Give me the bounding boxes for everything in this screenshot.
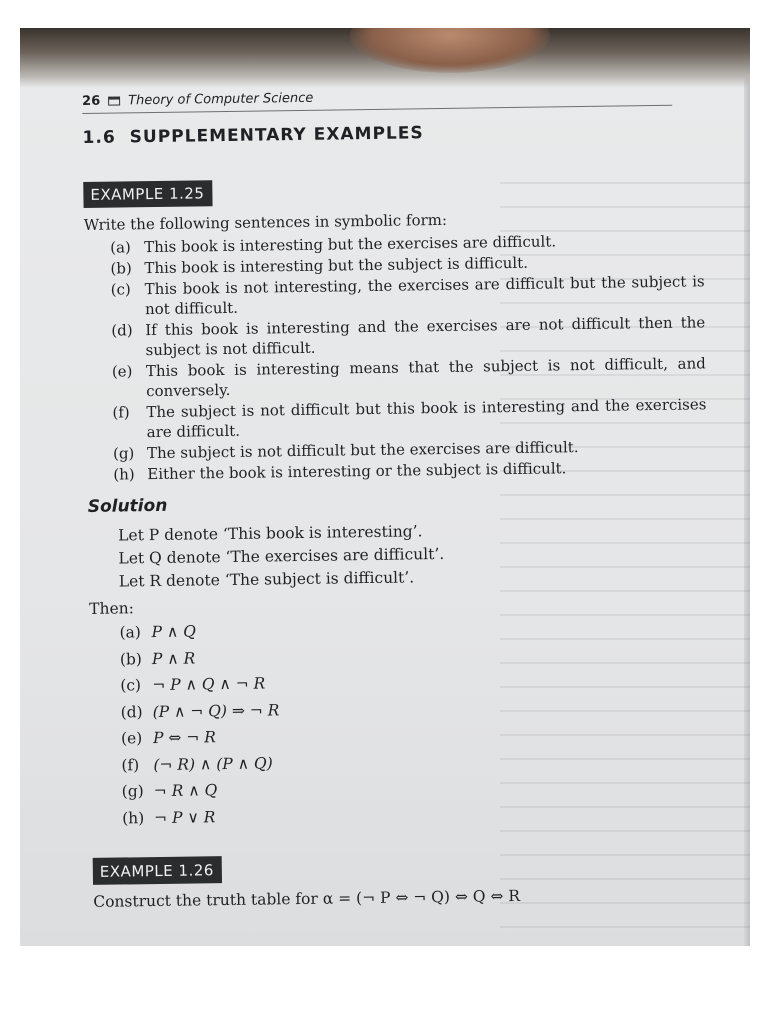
background [0,946,768,1024]
section-title: SUPPLEMENTARY EXAMPLES [129,123,424,148]
item-label: (h) [113,465,135,484]
answer-formula: (¬ R) ∧ (P ∧ Q) [153,754,273,774]
section-heading [82,119,702,148]
answer-formula: P ∧ R [151,649,196,668]
answer-formula: ¬ R ∧ Q [153,781,218,801]
item-text: The subject is not difficult but the exercises are difficult. [146,438,579,463]
item-text: If this book is interesting and the exercises are not difficult then the subject is not difficult. [145,313,706,360]
item-text: This book is interesting but the subject is difficult. [144,253,529,278]
page-number: 26 [82,93,101,109]
book-icon [108,96,120,105]
example-intro: Write the following sentences in symbolic form: [83,210,448,234]
example-1-26-text: Construct the truth table for α = (¬ P ⇔ ¬ Q) ⇔ Q ⇔ R [93,886,521,911]
answer-formula: P ⇔ ¬ R [152,728,216,748]
definition-q: Let Q denote ‘The exercises are difficult’. [118,544,445,568]
item-label: (e) [111,362,133,381]
page-edge [744,68,750,946]
item-text: Either the book is interesting or the subject is difficult. [147,459,567,484]
answer-label: (h) [121,808,145,828]
item-label: (f) [112,403,130,422]
then-label: Then: [89,599,135,618]
page-content [82,85,713,911]
example-badge-1-26: EXAMPLE 1.26 [93,856,222,885]
sentence-list [84,229,707,485]
definition-r: Let R denote ‘The subject is difficult’. [118,568,415,591]
item-label: (a) [110,238,131,257]
answer-label: (a) [119,623,141,642]
item-label: (g) [112,444,135,463]
example-badge-1-25: EXAMPLE 1.25 [83,180,212,208]
item-text: This book is interesting means that the subject is not difficult, and conversely. [145,354,706,401]
answer-formula: ¬ P ∨ R [153,807,216,827]
item-label: (b) [110,259,132,278]
definition-p: Let P denote ‘This book is interesting’. [118,522,423,545]
item-text: This book is not interesting, the exercises are difficult but the subject is not difficult. [144,272,705,319]
book-title: Theory of Computer Science [128,90,314,109]
book-photo [20,28,750,946]
answer-formula: ¬ P ∧ Q ∧ ¬ R [152,674,266,695]
answer-label: (d) [120,702,143,722]
item-label: (c) [110,280,131,299]
answer-label: (b) [119,649,143,669]
item-text: This book is interesting but the exercises are difficult. [144,232,557,257]
answer-list [89,611,712,832]
answer-label: (c) [120,676,142,695]
answer-formula: P ∧ Q [151,622,196,642]
answer-label: (g) [121,782,144,801]
answer-label: (f) [121,756,140,775]
section-number: 1.6 [82,127,116,148]
answer-formula: (P ∧ ¬ Q) ⇒ ¬ R [152,701,280,721]
answer-label: (e) [120,729,143,748]
item-label: (d) [111,321,133,340]
item-text: The subject is not difficult but this book is interesting and the exercises are difficult. [146,395,707,442]
solution-heading: Solution [87,495,168,517]
definitions [88,516,709,594]
